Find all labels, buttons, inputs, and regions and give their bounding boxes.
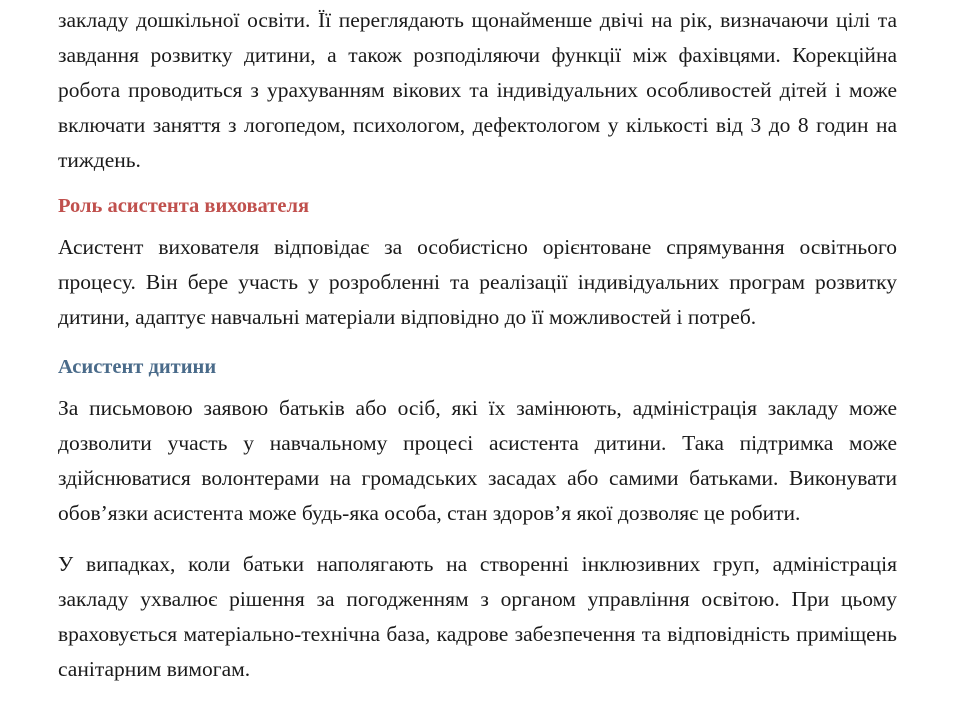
section-heading-assistant-teacher: Роль асистента вихователя (58, 195, 310, 217)
body-paragraph: Асистент вихователя відповідає за особистісно орієнтоване спрямування освітнього процесу. Він бере участь у розробленні та реалізації індивідуальних програм розвитку дитини, адаптує навчальні матеріали відповідно до її можливостей і потреб. (58, 235, 897, 329)
body-paragraph: закладу дошкільної освіти. Її переглядають щонайменше двічі на рік, визначаючи цілі та завдання розвитку дитини, а також розподіляючи функції між фахівцями. Корекційна робота проводиться з урахуванням вікових та індивідуальних особливостей дітей і може включати заняття з логопедом, психологом, дефектологом у кількості від 3 до 8 годин на тиждень. (58, 8, 897, 172)
body-paragraph: У випадках, коли батьки наполягають на створенні інклюзивних груп, адміністрація закладу ухвалює рішення за погодженням з органом управління освітою. При цьому враховується матеріально-технічна база, кадрове забезпечення та відповідність приміщень санітарним вимогам. (58, 552, 897, 681)
section-heading-assistant-child: Асистент дитини (58, 356, 217, 378)
body-paragraph: За письмовою заявою батьків або осіб, які їх замінюють, адміністрація закладу може дозволити участь у навчальному процесі асистента дитини. Така підтримка може здійснюватися волонтерами на громадських засадах або самими батьками. Виконувати обов’язки асистента може будь-яка особа, стан здоров’я якої дозволяє це робити. (58, 396, 897, 525)
